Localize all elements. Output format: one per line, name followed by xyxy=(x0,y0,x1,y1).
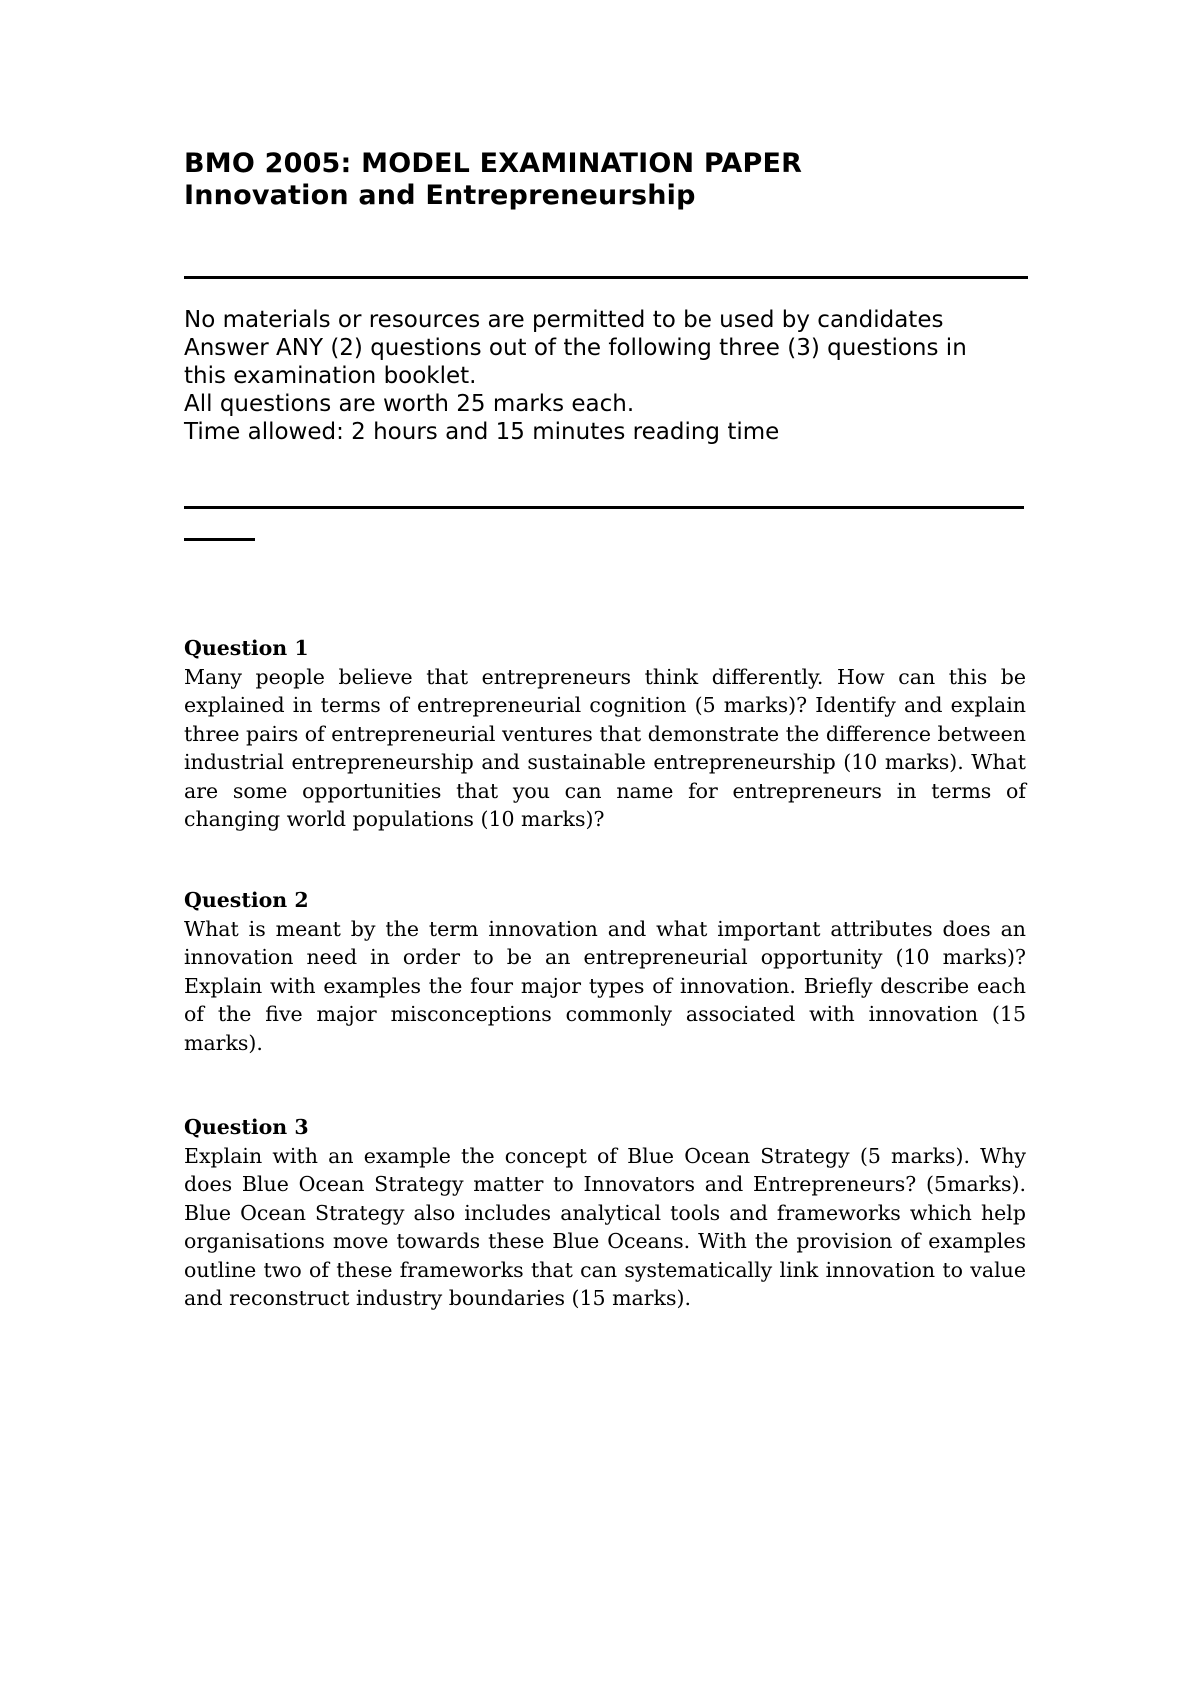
bottom-divider-continuation xyxy=(184,538,255,541)
question-body: Explain with an example the concept of Blue Ocean Strategy (5 marks). Why does Blue Ocean Strategy matter to Innovators and Entrepreneurs? (5marks). Blue Ocean Strategy also includes analytical tools and frameworks which help organisations move towards these Blue Oceans. With the provision of examples outline two of these frameworks that can systematically link innovation to value and reconstruct industry boundaries (15 marks). xyxy=(184,1143,1026,1310)
exam-title: BMO 2005: MODEL EXAMINATION PAPER xyxy=(184,148,803,179)
exam-instructions xyxy=(184,306,1034,446)
title-block xyxy=(184,148,1034,212)
question-body: Many people believe that entrepreneurs think differently. How can this be explained in terms of entrepreneurial cognition (5 marks)? Identify and explain three pairs of entrepreneurial ventures that demonstrate the difference between industrial entrepreneurship and sustainable entrepreneurship (10 marks). What are some opportunities that you can name for entrepreneurs in terms of changing world populations (10 marks)? xyxy=(184,664,1026,831)
question-2 xyxy=(184,886,1026,1057)
question-body: What is meant by the term innovation and what important attributes does an innovation need in order to be an entrepreneurial opportunity (10 marks)? Explain with examples the four major types of innovation. Briefly describe each of the five major misconceptions commonly associated with innovation (15 marks). xyxy=(184,916,1026,1055)
question-3 xyxy=(184,1113,1026,1313)
instruction-line: No materials or resources are permitted to be used by candidates xyxy=(184,307,944,333)
question-title: Question 3 xyxy=(184,1115,309,1139)
instruction-line: Answer ANY (2) questions out of the following three (3) questions in xyxy=(184,335,967,361)
instruction-line: Time allowed: 2 hours and 15 minutes reading time xyxy=(184,419,780,445)
question-1 xyxy=(184,634,1026,834)
question-title: Question 1 xyxy=(184,636,309,660)
instruction-line: All questions are worth 25 marks each. xyxy=(184,391,635,417)
top-divider xyxy=(184,276,1028,279)
instruction-line: this examination booklet. xyxy=(184,363,477,389)
exam-subtitle: Innovation and Entrepreneurship xyxy=(184,180,696,211)
bottom-divider xyxy=(184,506,1024,509)
question-title: Question 2 xyxy=(184,888,309,912)
